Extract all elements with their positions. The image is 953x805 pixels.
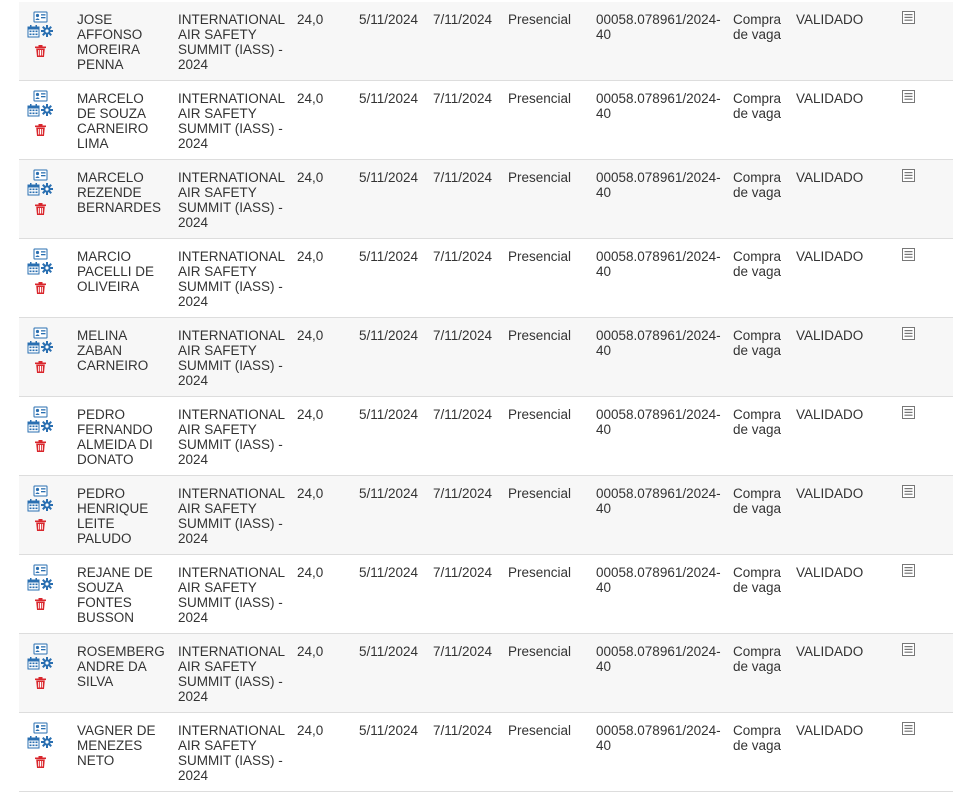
gear-icon[interactable] bbox=[41, 25, 53, 37]
process-number: 00058.078961/2024-40 bbox=[596, 91, 721, 121]
modality: Presencial bbox=[508, 12, 572, 27]
start-date: 5/11/2024 bbox=[359, 565, 419, 580]
event-name: INTERNATIONAL AIR SAFETY SUMMIT (IASS) - 2024 bbox=[178, 565, 285, 625]
trash-icon[interactable] bbox=[35, 756, 46, 768]
id-card-icon[interactable] bbox=[33, 248, 48, 260]
enrollment-table bbox=[19, 2, 953, 792]
document-icon[interactable] bbox=[902, 406, 915, 419]
modality: Presencial bbox=[508, 486, 572, 501]
trash-icon[interactable] bbox=[35, 361, 46, 373]
workload-hours: 24,0 bbox=[297, 91, 324, 106]
modality: Presencial bbox=[508, 170, 572, 185]
table-row bbox=[19, 713, 953, 792]
start-date: 5/11/2024 bbox=[359, 12, 419, 27]
row-document bbox=[902, 11, 918, 24]
calendar-icon[interactable] bbox=[27, 183, 40, 196]
participant-name: REJANE DE SOUZA FONTES BUSSON bbox=[77, 565, 153, 625]
workload-hours: 24,0 bbox=[297, 723, 324, 738]
status-label: VALIDADO bbox=[796, 565, 864, 580]
table-row bbox=[19, 397, 953, 476]
calendar-icon[interactable] bbox=[27, 341, 40, 354]
trash-icon[interactable] bbox=[35, 598, 46, 610]
workload-hours: 24,0 bbox=[297, 170, 324, 185]
id-card-icon[interactable] bbox=[33, 485, 48, 497]
process-number: 00058.078961/2024-40 bbox=[596, 12, 721, 42]
status-label: VALIDADO bbox=[796, 249, 864, 264]
row-document bbox=[902, 327, 918, 340]
status-label: VALIDADO bbox=[796, 486, 864, 501]
gear-icon[interactable] bbox=[41, 578, 53, 590]
process-number: 00058.078961/2024-40 bbox=[596, 249, 721, 279]
gear-icon[interactable] bbox=[41, 341, 53, 353]
start-date: 5/11/2024 bbox=[359, 91, 419, 106]
row-document bbox=[902, 248, 918, 261]
id-card-icon[interactable] bbox=[33, 643, 48, 655]
document-icon[interactable] bbox=[902, 564, 915, 577]
event-name: INTERNATIONAL AIR SAFETY SUMMIT (IASS) - 2024 bbox=[178, 12, 285, 72]
participant-name: PEDRO HENRIQUE LEITE PALUDO bbox=[77, 486, 149, 546]
gear-icon[interactable] bbox=[41, 657, 53, 669]
participant-name: MARCELO REZENDE BERNARDES bbox=[77, 170, 162, 215]
participant-name: MARCELO DE SOUZA CARNEIRO LIMA bbox=[77, 91, 149, 151]
calendar-icon[interactable] bbox=[27, 578, 40, 591]
workload-hours: 24,0 bbox=[297, 249, 324, 264]
end-date: 7/11/2024 bbox=[433, 328, 493, 343]
participant-name: MARCIO PACELLI DE OLIVEIRA bbox=[77, 249, 155, 294]
workload-hours: 24,0 bbox=[297, 486, 324, 501]
process-number: 00058.078961/2024-40 bbox=[596, 407, 721, 437]
calendar-icon[interactable] bbox=[27, 104, 40, 117]
row-document bbox=[902, 169, 918, 182]
start-date: 5/11/2024 bbox=[359, 486, 419, 501]
document-icon[interactable] bbox=[902, 248, 915, 261]
end-date: 7/11/2024 bbox=[433, 170, 493, 185]
id-card-icon[interactable] bbox=[33, 169, 48, 181]
document-icon[interactable] bbox=[902, 485, 915, 498]
status-label: VALIDADO bbox=[796, 407, 864, 422]
event-name: INTERNATIONAL AIR SAFETY SUMMIT (IASS) - 2024 bbox=[178, 723, 285, 783]
end-date: 7/11/2024 bbox=[433, 486, 493, 501]
process-number: 00058.078961/2024-40 bbox=[596, 170, 721, 200]
id-card-icon[interactable] bbox=[33, 406, 48, 418]
process-number: 00058.078961/2024-40 bbox=[596, 565, 721, 595]
end-date: 7/11/2024 bbox=[433, 407, 493, 422]
row-document bbox=[902, 722, 918, 735]
status-label: VALIDADO bbox=[796, 12, 864, 27]
modality: Presencial bbox=[508, 565, 572, 580]
row-document bbox=[902, 643, 918, 656]
document-icon[interactable] bbox=[902, 643, 915, 656]
modality: Presencial bbox=[508, 644, 572, 659]
modality: Presencial bbox=[508, 249, 572, 264]
participant-name: JOSE AFFONSO MOREIRA PENNA bbox=[77, 12, 143, 72]
document-icon[interactable] bbox=[902, 327, 915, 340]
gear-icon[interactable] bbox=[41, 262, 53, 274]
document-icon[interactable] bbox=[902, 90, 915, 103]
table-row bbox=[19, 476, 953, 555]
process-number: 00058.078961/2024-40 bbox=[596, 486, 721, 516]
end-date: 7/11/2024 bbox=[433, 12, 493, 27]
event-name: INTERNATIONAL AIR SAFETY SUMMIT (IASS) - 2024 bbox=[178, 486, 285, 546]
calendar-icon[interactable] bbox=[27, 25, 40, 38]
event-name: INTERNATIONAL AIR SAFETY SUMMIT (IASS) - 2024 bbox=[178, 328, 285, 388]
start-date: 5/11/2024 bbox=[359, 644, 419, 659]
event-name: INTERNATIONAL AIR SAFETY SUMMIT (IASS) - 2024 bbox=[178, 644, 285, 704]
enrollment-type: Compra de vaga bbox=[733, 328, 782, 358]
enrollment-type: Compra de vaga bbox=[733, 170, 782, 200]
start-date: 5/11/2024 bbox=[359, 170, 419, 185]
modality: Presencial bbox=[508, 723, 572, 738]
calendar-icon[interactable] bbox=[27, 420, 40, 433]
table-row bbox=[19, 2, 953, 81]
end-date: 7/11/2024 bbox=[433, 644, 493, 659]
start-date: 5/11/2024 bbox=[359, 249, 419, 264]
process-number: 00058.078961/2024-40 bbox=[596, 328, 721, 358]
gear-icon[interactable] bbox=[41, 183, 53, 195]
trash-icon[interactable] bbox=[35, 440, 46, 452]
calendar-icon[interactable] bbox=[27, 736, 40, 749]
trash-icon[interactable] bbox=[35, 203, 46, 215]
end-date: 7/11/2024 bbox=[433, 91, 493, 106]
end-date: 7/11/2024 bbox=[433, 723, 493, 738]
status-label: VALIDADO bbox=[796, 170, 864, 185]
row-document bbox=[902, 90, 918, 103]
process-number: 00058.078961/2024-40 bbox=[596, 723, 721, 753]
trash-icon[interactable] bbox=[35, 45, 46, 57]
trash-icon[interactable] bbox=[35, 124, 46, 136]
trash-icon[interactable] bbox=[35, 282, 46, 294]
event-name: INTERNATIONAL AIR SAFETY SUMMIT (IASS) - 2024 bbox=[178, 407, 285, 467]
enrollment-type: Compra de vaga bbox=[733, 565, 782, 595]
status-label: VALIDADO bbox=[796, 91, 864, 106]
process-number: 00058.078961/2024-40 bbox=[596, 644, 721, 674]
table-row bbox=[19, 318, 953, 397]
workload-hours: 24,0 bbox=[297, 407, 324, 422]
table-row bbox=[19, 239, 953, 318]
workload-hours: 24,0 bbox=[297, 565, 324, 580]
participant-name: VAGNER DE MENEZES NETO bbox=[77, 723, 156, 768]
calendar-icon[interactable] bbox=[27, 499, 40, 512]
workload-hours: 24,0 bbox=[297, 644, 324, 659]
gear-icon[interactable] bbox=[41, 736, 53, 748]
status-label: VALIDADO bbox=[796, 644, 864, 659]
event-name: INTERNATIONAL AIR SAFETY SUMMIT (IASS) - 2024 bbox=[178, 170, 285, 230]
enrollment-type: Compra de vaga bbox=[733, 644, 782, 674]
trash-icon[interactable] bbox=[35, 519, 46, 531]
workload-hours: 24,0 bbox=[297, 328, 324, 343]
id-card-icon[interactable] bbox=[33, 722, 48, 734]
enrollment-type: Compra de vaga bbox=[733, 12, 782, 42]
end-date: 7/11/2024 bbox=[433, 249, 493, 264]
row-document bbox=[902, 406, 918, 419]
table-row bbox=[19, 555, 953, 634]
calendar-icon[interactable] bbox=[27, 262, 40, 275]
id-card-icon[interactable] bbox=[33, 327, 48, 339]
modality: Presencial bbox=[508, 91, 572, 106]
table-row bbox=[19, 634, 953, 713]
start-date: 5/11/2024 bbox=[359, 328, 419, 343]
row-document bbox=[902, 564, 918, 577]
participant-name: ROSEMBERG ANDRE DA SILVA bbox=[77, 644, 165, 689]
document-icon[interactable] bbox=[902, 11, 915, 24]
start-date: 5/11/2024 bbox=[359, 407, 419, 422]
status-label: VALIDADO bbox=[796, 328, 864, 343]
gear-icon[interactable] bbox=[41, 104, 53, 116]
trash-icon[interactable] bbox=[35, 677, 46, 689]
participant-name: PEDRO FERNANDO ALMEIDA DI DONATO bbox=[77, 407, 153, 467]
id-card-icon[interactable] bbox=[33, 564, 48, 576]
enrollment-type: Compra de vaga bbox=[733, 486, 782, 516]
table-row bbox=[19, 81, 953, 160]
event-name: INTERNATIONAL AIR SAFETY SUMMIT (IASS) - 2024 bbox=[178, 91, 285, 151]
workload-hours: 24,0 bbox=[297, 12, 324, 27]
id-card-icon[interactable] bbox=[33, 11, 48, 23]
participant-name: MELINA ZABAN CARNEIRO bbox=[77, 328, 149, 373]
start-date: 5/11/2024 bbox=[359, 723, 419, 738]
id-card-icon[interactable] bbox=[33, 90, 48, 102]
enrollment-type: Compra de vaga bbox=[733, 249, 782, 279]
event-name: INTERNATIONAL AIR SAFETY SUMMIT (IASS) - 2024 bbox=[178, 249, 285, 309]
enrollment-type: Compra de vaga bbox=[733, 407, 782, 437]
row-document bbox=[902, 485, 918, 498]
end-date: 7/11/2024 bbox=[433, 565, 493, 580]
calendar-icon[interactable] bbox=[27, 657, 40, 670]
modality: Presencial bbox=[508, 407, 572, 422]
gear-icon[interactable] bbox=[41, 420, 53, 432]
document-icon[interactable] bbox=[902, 169, 915, 182]
status-label: VALIDADO bbox=[796, 723, 864, 738]
modality: Presencial bbox=[508, 328, 572, 343]
enrollment-type: Compra de vaga bbox=[733, 91, 782, 121]
table-row bbox=[19, 160, 953, 239]
enrollment-type: Compra de vaga bbox=[733, 723, 782, 753]
document-icon[interactable] bbox=[902, 722, 915, 735]
gear-icon[interactable] bbox=[41, 499, 53, 511]
